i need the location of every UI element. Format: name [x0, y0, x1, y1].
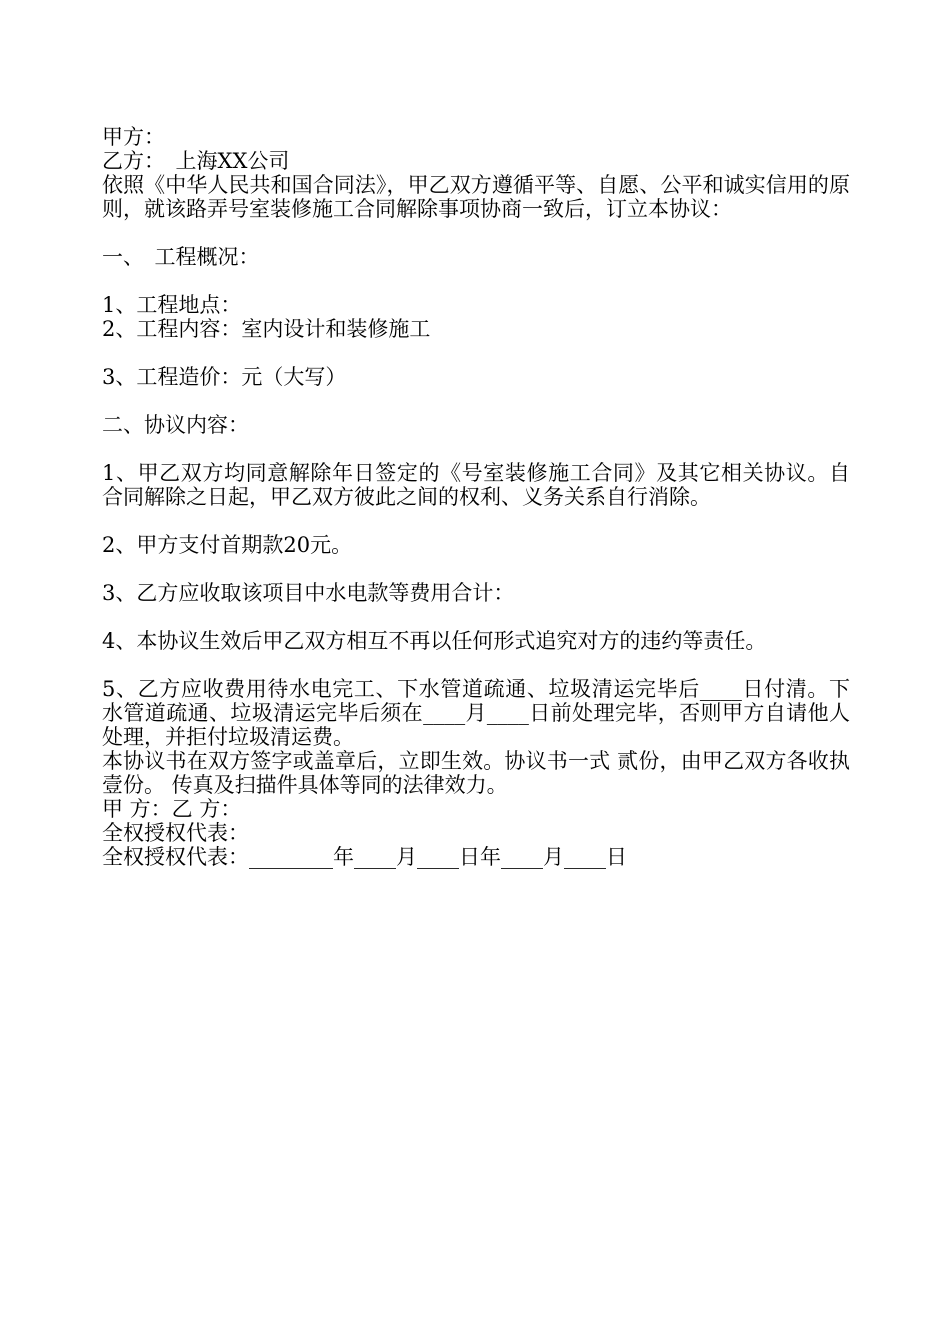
- spacer: [102, 557, 850, 581]
- section-2-item-4: 4、本协议生效后甲乙双方相互不再以任何形式追究对方的违约等责任。: [102, 629, 767, 653]
- section-1-title: 一、 工程概况：: [102, 245, 260, 269]
- section-1-item-3: 3、工程造价：元（大写）: [102, 365, 347, 389]
- agreement-body: [102, 125, 850, 869]
- spacer: [102, 389, 850, 413]
- section-1-item-2: 2、工程内容：室内设计和装修施工: [102, 317, 431, 341]
- intro-paragraph: 依照《中华人民共和国合同法》，甲乙双方遵循平等、自愿、公平和诚实信用的原则，就该路弄号室装修施工合同解除事项协商一致后，订立本协议：: [102, 173, 850, 221]
- spacer: [102, 653, 850, 677]
- section-2-item-1: 1、甲乙双方均同意解除年日签定的《号室装修施工合同》及其它相关协议。自合同解除之日起，甲乙双方彼此之间的权利、义务关系自行消除。: [102, 461, 850, 509]
- spacer: [102, 269, 850, 293]
- section-2-item-5: 5、乙方应收费用待水电完工、下水管道疏通、垃圾清运完毕后____日付清。下水管道疏通、垃圾清运完毕后须在____月____日前处理完毕，否则甲方自请他人处理，并拒付垃圾清运费。: [102, 677, 850, 749]
- signature-parties: 甲 方：乙 方：: [102, 797, 242, 821]
- section-2-title: 二、协议内容：: [102, 413, 249, 437]
- section-2-item-2: 2、甲方支付首期款20元。: [102, 533, 353, 557]
- party-b-line: 乙方： 上海XX公司: [102, 149, 290, 173]
- signature-representative-1: 全权授权代表：: [102, 821, 249, 845]
- spacer: [102, 221, 850, 245]
- effect-paragraph: 本协议书在双方签字或盖章后，立即生效。协议书一式 贰份，由甲乙双方各收执壹份。 传真及扫描件具体等同的法律效力。: [102, 749, 850, 797]
- signature-representative-2: 全权授权代表：________年____月____日年____月____日: [102, 845, 627, 869]
- spacer: [102, 437, 850, 461]
- spacer: [102, 509, 850, 533]
- spacer: [102, 341, 850, 365]
- party-a-line: 甲方：: [102, 125, 165, 149]
- spacer: [102, 605, 850, 629]
- section-2-item-3: 3、乙方应收取该项目中水电款等费用合计：: [102, 581, 515, 605]
- section-1-item-1: 1、工程地点：: [102, 293, 242, 317]
